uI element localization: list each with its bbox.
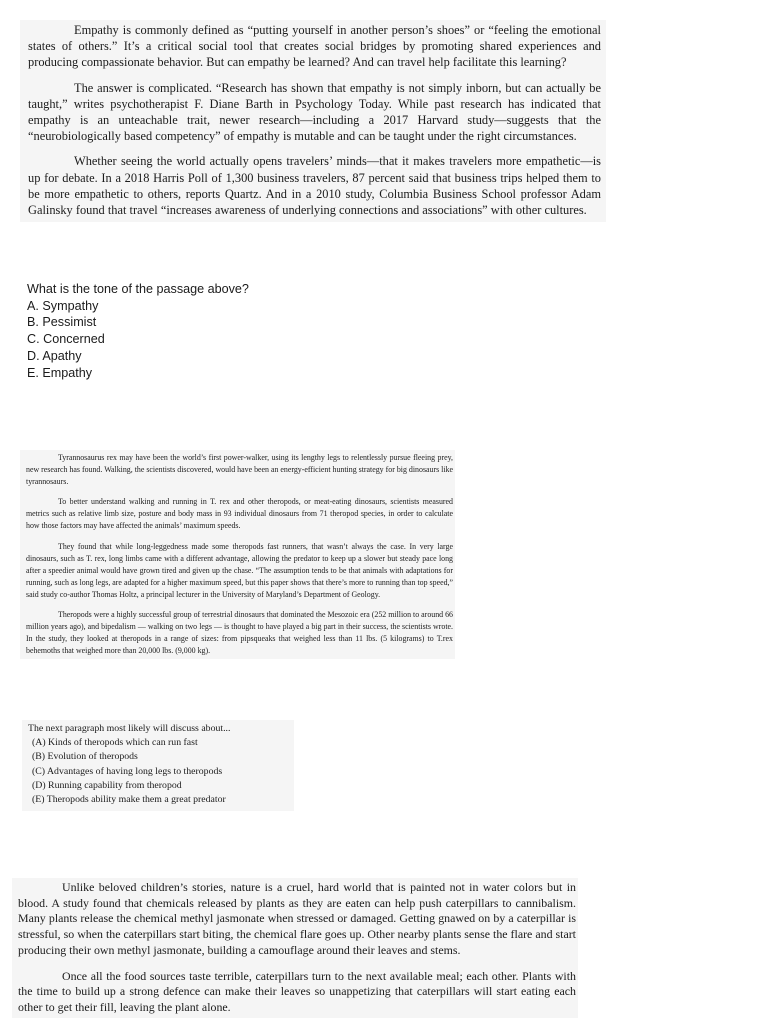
paragraph: Once all the food sources taste terrible, caterpillars turn to the next available meal; each other. Plants with the time to build up a strong defence can make their leaves so unappetizing that caterpillars will start eating each other to get their fill, leaving the plant alone. bbox=[18, 968, 576, 1014]
answer-option-d: D. Apathy bbox=[27, 348, 82, 363]
paragraph: Whether seeing the world actually opens travelers’ minds—that it makes travelers more empathetic—is up for debate. In a 2018 Harris Poll of 1,300 business travelers, 87 percent said that business trips helped them to be more empathetic to others, reports Quartz. And in a 2010 study, Columbia Business School professor Adam Galinsky found that travel “increases awareness of underlying connections and associations” with other cultures. bbox=[28, 154, 601, 218]
paragraph: Tyrannosaurus rex may have been the world’s first power-walker, using its lengthy legs to relentlessly pursue fleeing prey, new research has found. Walking, the scientists discovered, would have been an energy-efficient hunting strategy for big dinosaurs like tyrannosaurs. bbox=[26, 453, 453, 487]
passage-caterpillars bbox=[12, 878, 578, 1018]
answer-options bbox=[28, 736, 288, 807]
paragraph: Unlike beloved children’s stories, nature is a cruel, hard world that is painted not in water colors but in blood. A study found that chemicals released by plants as they are eaten can help push caterpillars to cannibalism. Many plants release the chemical methyl jasmonate when stressed or damaged. Getting gnawed on by a caterpillar is stressful, so when the caterpillars start biting, the chemical flare goes up. Other nearby plants sense the flare and start producing their own methyl jasmonate, building a camouflage around their leaves and stems. bbox=[18, 880, 576, 957]
answer-option-b: (B) Evolution of theropods bbox=[32, 751, 138, 763]
answer-option-a: (A) Kinds of theropods which can run fast bbox=[32, 737, 198, 749]
question-tone bbox=[27, 281, 407, 381]
question-prompt: What is the tone of the passage above? bbox=[27, 282, 249, 296]
answer-option-d: (D) Running capability from theropod bbox=[32, 779, 182, 791]
answer-option-e: E. Empathy bbox=[27, 365, 93, 380]
answer-option-a: A. Sympathy bbox=[27, 298, 99, 313]
question-prompt: The next paragraph most likely will discuss about... bbox=[28, 723, 231, 734]
paragraph: They found that while long-leggedness made some theropods fast runners, that wasn’t always the case. In very large dinosaurs, such as T. rex, long limbs came with a different advantage, allowing the predator to keep up a slower but steady pace long after a speedier animal would have grown tired and given up the chase. “The assumption tends to be that animals with adaptations for running, such as long legs, are adapted for a higher maximum speed, but this paper shows that there’s more to running than top speed,” said study co-author Thomas Holtz, a principal lecturer in the University of Maryland’s Department of Geology. bbox=[26, 541, 453, 599]
answer-options bbox=[27, 298, 407, 382]
answer-option-e: (E) Theropods ability make them a great predator bbox=[32, 794, 226, 806]
paragraph: To better understand walking and running in T. rex and other theropods, or meat-eating dinosaurs, scientists measured metrics such as relative limb size, posture and body mass in 93 individual dinosaurs from 71 theropod species, in order to calculate how those factors may have affected the animals’ maximum speeds. bbox=[26, 497, 453, 531]
answer-option-c: C. Concerned bbox=[27, 332, 105, 347]
passage-dinosaurs bbox=[20, 450, 455, 659]
answer-option-c: (C) Advantages of having long legs to theropods bbox=[32, 765, 223, 777]
paragraph: Theropods were a highly successful group of terrestrial dinosaurs that dominated the Mesozoic era (252 million to around 66 million years ago), and bipedalism — walking on two legs — is thought to have played a big part in their success, the scientists wrote. In the study, they looked at theropods in a range of sizes: from pipsqueaks that weighed less than 11 lbs. (5 kilograms) to T.rex behemoths that weighed more than 20,000 lbs. (9,000 kg). bbox=[26, 610, 453, 656]
paragraph: Empathy is commonly defined as “putting yourself in another person’s shoes” or “feeling the emotional states of others.” It’s a critical social tool that creates social bridges by promoting shared experiences and producing compassionate behavior. But can empathy be learned? And can travel help facilitate this learning? bbox=[28, 23, 601, 70]
question-next-paragraph bbox=[22, 720, 294, 811]
answer-option-b: B. Pessimist bbox=[27, 315, 97, 330]
paragraph: The answer is complicated. “Research has shown that empathy is not simply inborn, but can actually be taught,” writes psychotherapist F. Diane Barth in Psychology Today. While past research has indicated that empathy is an unteachable trait, newer research—including a 2017 Harvard study—suggests that the “neurobiologically based competency” of empathy is mutable and can be taught under the right circumstances. bbox=[28, 80, 601, 144]
passage-empathy bbox=[20, 20, 606, 222]
